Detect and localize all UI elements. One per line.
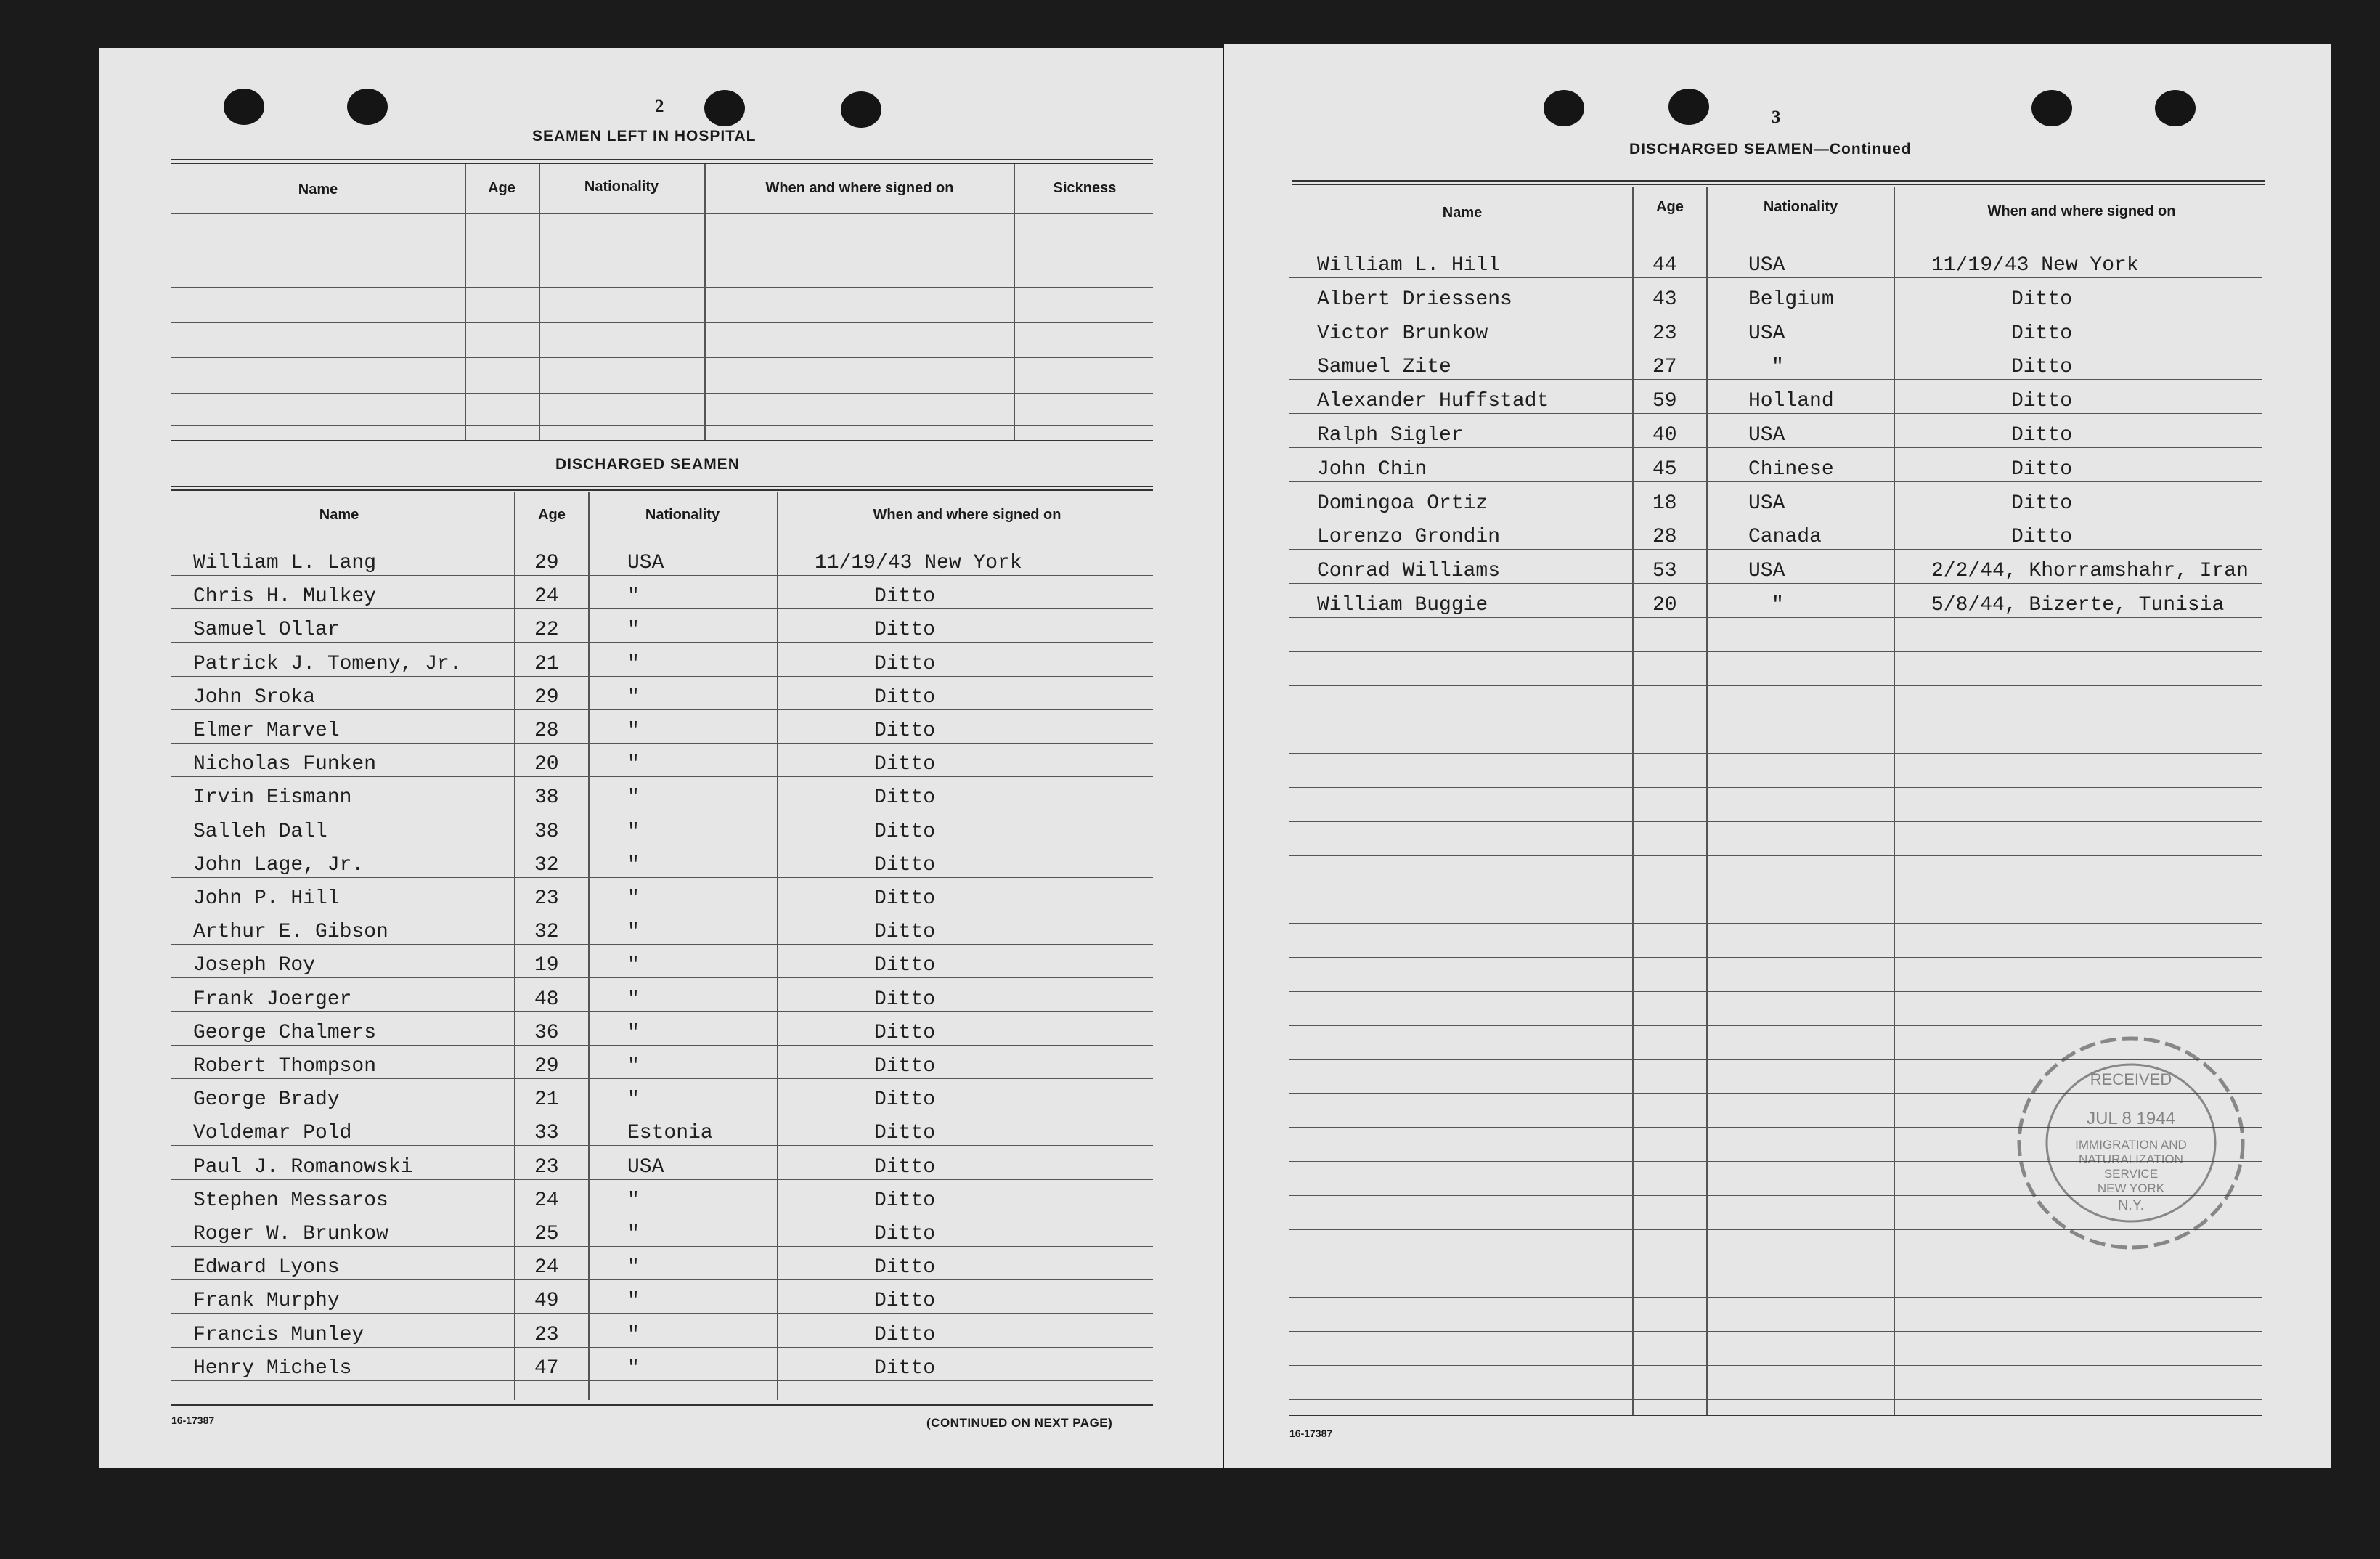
row-line bbox=[1289, 923, 2262, 924]
seaman-nationality: " bbox=[627, 720, 640, 742]
seaman-nationality: " bbox=[627, 1055, 640, 1078]
column-header: Nationality bbox=[584, 179, 659, 195]
row-line bbox=[1289, 957, 2262, 958]
seaman-name: Victor Brunkow bbox=[1317, 322, 1488, 345]
seaman-nationality: " bbox=[627, 653, 640, 675]
seaman-nationality: " bbox=[627, 585, 640, 608]
seaman-age: 40 bbox=[1652, 424, 1677, 447]
seaman-name: John Lage, Jr. bbox=[193, 854, 364, 876]
column-header: Nationality bbox=[1763, 199, 1838, 215]
seaman-signed-on: Ditto bbox=[874, 954, 936, 977]
row-line bbox=[171, 1145, 1153, 1146]
seaman-nationality: " bbox=[627, 1088, 640, 1111]
table-bottom-rule bbox=[171, 440, 1153, 441]
seaman-signed-on: Ditto bbox=[2011, 492, 2073, 515]
seaman-signed-on: Ditto bbox=[2011, 390, 2073, 412]
seaman-signed-on: Ditto bbox=[2011, 322, 2073, 345]
seaman-name: Roger W. Brunkow bbox=[193, 1223, 388, 1245]
row-line bbox=[171, 1078, 1153, 1079]
seaman-signed-on: Ditto bbox=[874, 720, 936, 742]
seaman-age: 22 bbox=[534, 619, 559, 641]
stamp-text: JUL 8 1944 bbox=[2087, 1109, 2175, 1128]
row-line bbox=[171, 944, 1153, 945]
column-header: Age bbox=[1656, 199, 1684, 215]
seaman-age: 36 bbox=[534, 1022, 559, 1044]
seaman-age: 21 bbox=[534, 1088, 559, 1111]
seaman-nationality: USA bbox=[1748, 254, 1785, 277]
column-divider bbox=[1894, 187, 1895, 1415]
seaman-name: Alexander Huffstadt bbox=[1317, 390, 1549, 412]
seaman-age: 24 bbox=[534, 585, 559, 608]
row-line bbox=[171, 357, 1153, 358]
seaman-name: Samuel Ollar bbox=[193, 619, 340, 641]
stamp-text: N.Y. bbox=[2117, 1197, 2145, 1213]
seaman-name: Voldemar Pold bbox=[193, 1122, 352, 1144]
seaman-age: 48 bbox=[534, 988, 559, 1011]
form-number: 16-17387 bbox=[171, 1415, 215, 1426]
seaman-age: 29 bbox=[534, 1055, 559, 1078]
seaman-age: 23 bbox=[534, 1324, 559, 1346]
row-line bbox=[1289, 991, 2262, 992]
seaman-nationality: " bbox=[627, 1290, 640, 1312]
row-line bbox=[1289, 1399, 2262, 1400]
seaman-name: Nicholas Funken bbox=[193, 753, 377, 776]
row-line bbox=[1289, 583, 2262, 584]
seaman-signed-on: Ditto bbox=[874, 753, 936, 776]
column-header: When and where signed on bbox=[1987, 203, 2176, 219]
seaman-age: 32 bbox=[534, 921, 559, 943]
table-bottom-rule bbox=[171, 1404, 1153, 1406]
seaman-age: 47 bbox=[534, 1357, 559, 1380]
stamp-text: RECEIVED bbox=[2090, 1070, 2172, 1088]
seaman-age: 45 bbox=[1652, 458, 1677, 481]
seaman-age: 28 bbox=[534, 720, 559, 742]
seaman-signed-on: Ditto bbox=[874, 686, 936, 709]
seaman-nationality: Canada bbox=[1748, 526, 1822, 548]
row-line bbox=[1289, 379, 2262, 380]
row-line bbox=[1289, 549, 2262, 550]
row-line bbox=[171, 977, 1153, 978]
row-line bbox=[171, 287, 1153, 288]
seaman-nationality: USA bbox=[1748, 560, 1785, 582]
seaman-name: Ralph Sigler bbox=[1317, 424, 1464, 447]
seaman-name: Stephen Messaros bbox=[193, 1189, 388, 1212]
seaman-signed-on: Ditto bbox=[874, 921, 936, 943]
seaman-name: Frank Joerger bbox=[193, 988, 352, 1011]
seaman-name: Patrick J. Tomeny, Jr. bbox=[193, 653, 462, 675]
seaman-age: 23 bbox=[1652, 322, 1677, 345]
seaman-nationality: " bbox=[627, 821, 640, 843]
stamp-text: NATURALIZATION bbox=[2079, 1152, 2183, 1166]
seaman-name: Joseph Roy bbox=[193, 954, 316, 977]
seaman-signed-on: Ditto bbox=[874, 1256, 936, 1279]
seaman-age: 20 bbox=[1652, 594, 1677, 616]
seaman-name: Salleh Dall bbox=[193, 821, 327, 843]
seaman-nationality: " bbox=[627, 786, 640, 809]
seaman-nationality: Chinese bbox=[1748, 458, 1834, 481]
seaman-signed-on: Ditto bbox=[874, 619, 936, 641]
form-number: 16-17387 bbox=[1289, 1428, 1333, 1439]
column-header: Name bbox=[298, 182, 338, 198]
received-stamp bbox=[2014, 1034, 2248, 1252]
discharged-section-title: DISCHARGED SEAMEN bbox=[555, 456, 740, 473]
seaman-signed-on: Ditto bbox=[2011, 458, 2073, 481]
seaman-signed-on: 5/8/44, Bizerte, Tunisia bbox=[1931, 594, 2225, 616]
seaman-signed-on: Ditto bbox=[874, 1290, 936, 1312]
column-header: Age bbox=[538, 507, 566, 523]
seaman-signed-on: Ditto bbox=[874, 653, 936, 675]
seaman-name: Chris H. Mulkey bbox=[193, 585, 377, 608]
seaman-nationality: " bbox=[627, 1022, 640, 1044]
row-line bbox=[171, 608, 1153, 609]
seaman-age: 44 bbox=[1652, 254, 1677, 277]
seaman-age: 27 bbox=[1652, 356, 1677, 378]
page-number: 3 bbox=[1772, 107, 1781, 127]
table-top-rule bbox=[1292, 180, 2265, 185]
seaman-nationality: USA bbox=[1748, 492, 1785, 515]
punch-hole bbox=[704, 90, 745, 126]
row-line bbox=[1289, 685, 2262, 686]
seaman-nationality: " bbox=[627, 1189, 640, 1212]
seaman-age: 49 bbox=[534, 1290, 559, 1312]
punch-hole bbox=[2031, 90, 2072, 126]
seaman-name: Samuel Zite bbox=[1317, 356, 1451, 378]
punch-hole bbox=[1668, 89, 1709, 125]
seaman-age: 29 bbox=[534, 552, 559, 574]
seaman-age: 38 bbox=[534, 821, 559, 843]
seaman-nationality: USA bbox=[1748, 322, 1785, 345]
discharged-continued-title: DISCHARGED SEAMEN—Continued bbox=[1629, 141, 1912, 158]
seaman-age: 38 bbox=[534, 786, 559, 809]
row-line bbox=[1289, 787, 2262, 788]
row-line bbox=[171, 1313, 1153, 1314]
column-divider bbox=[704, 164, 706, 440]
seaman-nationality: " bbox=[627, 1357, 640, 1380]
punch-hole bbox=[2155, 90, 2196, 126]
seaman-signed-on: Ditto bbox=[874, 821, 936, 843]
punch-hole bbox=[347, 89, 388, 125]
seaman-age: 18 bbox=[1652, 492, 1677, 515]
column-divider bbox=[1706, 187, 1708, 1415]
row-line bbox=[171, 1347, 1153, 1348]
row-line bbox=[1289, 277, 2262, 278]
seaman-nationality: Estonia bbox=[627, 1122, 713, 1144]
seaman-nationality: " bbox=[1772, 594, 1784, 616]
seaman-signed-on: Ditto bbox=[2011, 288, 2073, 311]
column-header: When and where signed on bbox=[765, 180, 954, 196]
seaman-name: George Chalmers bbox=[193, 1022, 377, 1044]
seaman-nationality: " bbox=[627, 954, 640, 977]
seaman-age: 20 bbox=[534, 753, 559, 776]
seaman-nationality: Belgium bbox=[1748, 288, 1834, 311]
seaman-nationality: " bbox=[627, 921, 640, 943]
row-line bbox=[1289, 855, 2262, 856]
seaman-name: Conrad Williams bbox=[1317, 560, 1501, 582]
row-line bbox=[171, 1380, 1153, 1381]
row-line bbox=[171, 743, 1153, 744]
row-line bbox=[1289, 753, 2262, 754]
seaman-age: 23 bbox=[534, 887, 559, 910]
row-line bbox=[1289, 447, 2262, 448]
seaman-name: Irvin Eismann bbox=[193, 786, 352, 809]
row-line bbox=[1289, 821, 2262, 822]
row-line bbox=[1289, 1025, 2262, 1026]
seaman-signed-on: 11/19/43 New York bbox=[815, 552, 1022, 574]
seaman-name: Robert Thompson bbox=[193, 1055, 377, 1078]
stamp-text: SERVICE bbox=[2103, 1167, 2159, 1181]
seaman-name: John Chin bbox=[1317, 458, 1427, 481]
row-line bbox=[171, 575, 1153, 576]
table-top-rule bbox=[171, 159, 1153, 164]
column-divider bbox=[465, 164, 466, 440]
seaman-signed-on: Ditto bbox=[874, 1022, 936, 1044]
row-line bbox=[171, 1246, 1153, 1247]
punch-hole bbox=[841, 91, 881, 128]
column-header: Nationality bbox=[645, 507, 720, 523]
seaman-name: John Sroka bbox=[193, 686, 316, 709]
seaman-signed-on: Ditto bbox=[874, 1122, 936, 1144]
seaman-age: 43 bbox=[1652, 288, 1677, 311]
column-divider bbox=[539, 164, 540, 440]
row-line bbox=[171, 642, 1153, 643]
seaman-signed-on: Ditto bbox=[2011, 424, 2073, 447]
seaman-age: 19 bbox=[534, 954, 559, 977]
seaman-signed-on: Ditto bbox=[874, 1324, 936, 1346]
column-divider bbox=[777, 492, 778, 1400]
seaman-nationality: " bbox=[627, 1223, 640, 1245]
row-line bbox=[1289, 481, 2262, 482]
row-line bbox=[171, 322, 1153, 323]
row-line bbox=[1289, 1365, 2262, 1366]
seaman-signed-on: Ditto bbox=[874, 786, 936, 809]
row-line bbox=[1289, 1297, 2262, 1298]
punch-hole bbox=[224, 89, 264, 125]
seaman-signed-on: Ditto bbox=[874, 887, 936, 910]
page-number: 2 bbox=[655, 97, 664, 116]
seaman-age: 53 bbox=[1652, 560, 1677, 582]
seaman-age: 28 bbox=[1652, 526, 1677, 548]
hospital-section-title: SEAMEN LEFT IN HOSPITAL bbox=[532, 128, 757, 144]
stamp-text: IMMIGRATION AND bbox=[2075, 1138, 2187, 1152]
seaman-name: Arthur E. Gibson bbox=[193, 921, 388, 943]
row-line bbox=[1289, 651, 2262, 652]
seaman-name: William L. Lang bbox=[193, 552, 377, 574]
seaman-signed-on: 2/2/44, Khorramshahr, Iran bbox=[1931, 560, 2249, 582]
table-bottom-rule bbox=[1289, 1415, 2262, 1416]
seaman-nationality: USA bbox=[627, 552, 664, 574]
seaman-age: 23 bbox=[534, 1156, 559, 1179]
column-header: Sickness bbox=[1053, 180, 1117, 196]
column-divider bbox=[1014, 164, 1015, 440]
seaman-nationality: " bbox=[627, 854, 640, 876]
column-divider bbox=[1632, 187, 1634, 1415]
row-line bbox=[171, 877, 1153, 878]
seaman-nationality: " bbox=[627, 988, 640, 1011]
row-line bbox=[1289, 617, 2262, 618]
seaman-name: William L. Hill bbox=[1317, 254, 1501, 277]
seaman-nationality: " bbox=[627, 686, 640, 709]
seaman-age: 24 bbox=[534, 1189, 559, 1212]
seaman-nationality: " bbox=[627, 753, 640, 776]
seaman-signed-on: Ditto bbox=[874, 1189, 936, 1212]
seaman-name: Henry Michels bbox=[193, 1357, 352, 1380]
row-line bbox=[171, 1279, 1153, 1280]
seaman-nationality: " bbox=[1772, 356, 1784, 378]
seaman-name: Paul J. Romanowski bbox=[193, 1156, 413, 1179]
seaman-signed-on: Ditto bbox=[874, 1156, 936, 1179]
row-line bbox=[171, 1179, 1153, 1180]
row-line bbox=[171, 676, 1153, 677]
seaman-name: John P. Hill bbox=[193, 887, 340, 910]
seaman-signed-on: Ditto bbox=[874, 585, 936, 608]
table-top-rule bbox=[171, 486, 1153, 491]
seaman-name: Frank Murphy bbox=[193, 1290, 340, 1312]
seaman-name: Elmer Marvel bbox=[193, 720, 340, 742]
seaman-nationality: " bbox=[627, 887, 640, 910]
row-line bbox=[171, 1045, 1153, 1046]
row-line bbox=[171, 776, 1153, 777]
seaman-nationality: Holland bbox=[1748, 390, 1834, 412]
seaman-age: 29 bbox=[534, 686, 559, 709]
row-line bbox=[171, 393, 1153, 394]
seaman-signed-on: Ditto bbox=[874, 988, 936, 1011]
seaman-name: Lorenzo Grondin bbox=[1317, 526, 1501, 548]
seaman-name: Edward Lyons bbox=[193, 1256, 340, 1279]
row-line bbox=[171, 709, 1153, 710]
row-line bbox=[171, 213, 1153, 214]
column-header: Name bbox=[319, 507, 359, 523]
seaman-nationality: USA bbox=[1748, 424, 1785, 447]
seaman-name: Domingoa Ortiz bbox=[1317, 492, 1488, 515]
seaman-nationality: " bbox=[627, 619, 640, 641]
seaman-signed-on: Ditto bbox=[2011, 526, 2073, 548]
seaman-signed-on: 11/19/43 New York bbox=[1931, 254, 2139, 277]
seaman-name: Francis Munley bbox=[193, 1324, 364, 1346]
seaman-signed-on: Ditto bbox=[874, 854, 936, 876]
continued-note: (CONTINUED ON NEXT PAGE) bbox=[926, 1416, 1113, 1430]
seaman-signed-on: Ditto bbox=[2011, 356, 2073, 378]
row-line bbox=[1289, 413, 2262, 414]
stamp-text: NEW YORK bbox=[2097, 1181, 2165, 1195]
column-header: When and where signed on bbox=[873, 507, 1061, 523]
row-line bbox=[1289, 1331, 2262, 1332]
seaman-age: 25 bbox=[534, 1223, 559, 1245]
seaman-signed-on: Ditto bbox=[874, 1088, 936, 1111]
seaman-age: 24 bbox=[534, 1256, 559, 1279]
column-header: Name bbox=[1442, 205, 1483, 221]
seaman-nationality: " bbox=[627, 1324, 640, 1346]
row-line bbox=[171, 1011, 1153, 1012]
punch-hole bbox=[1544, 90, 1584, 126]
seaman-signed-on: Ditto bbox=[874, 1357, 936, 1380]
seaman-nationality: " bbox=[627, 1256, 640, 1279]
seaman-nationality: USA bbox=[627, 1156, 664, 1179]
seaman-signed-on: Ditto bbox=[874, 1055, 936, 1078]
seaman-name: George Brady bbox=[193, 1088, 340, 1111]
seaman-age: 32 bbox=[534, 854, 559, 876]
seaman-age: 21 bbox=[534, 653, 559, 675]
seaman-signed-on: Ditto bbox=[874, 1223, 936, 1245]
column-header: Age bbox=[488, 180, 515, 196]
row-line bbox=[171, 425, 1153, 426]
seaman-name: Albert Driessens bbox=[1317, 288, 1512, 311]
seaman-age: 33 bbox=[534, 1122, 559, 1144]
column-divider bbox=[588, 492, 590, 1400]
seaman-age: 59 bbox=[1652, 390, 1677, 412]
column-divider bbox=[514, 492, 515, 1400]
seaman-name: William Buggie bbox=[1317, 594, 1488, 616]
